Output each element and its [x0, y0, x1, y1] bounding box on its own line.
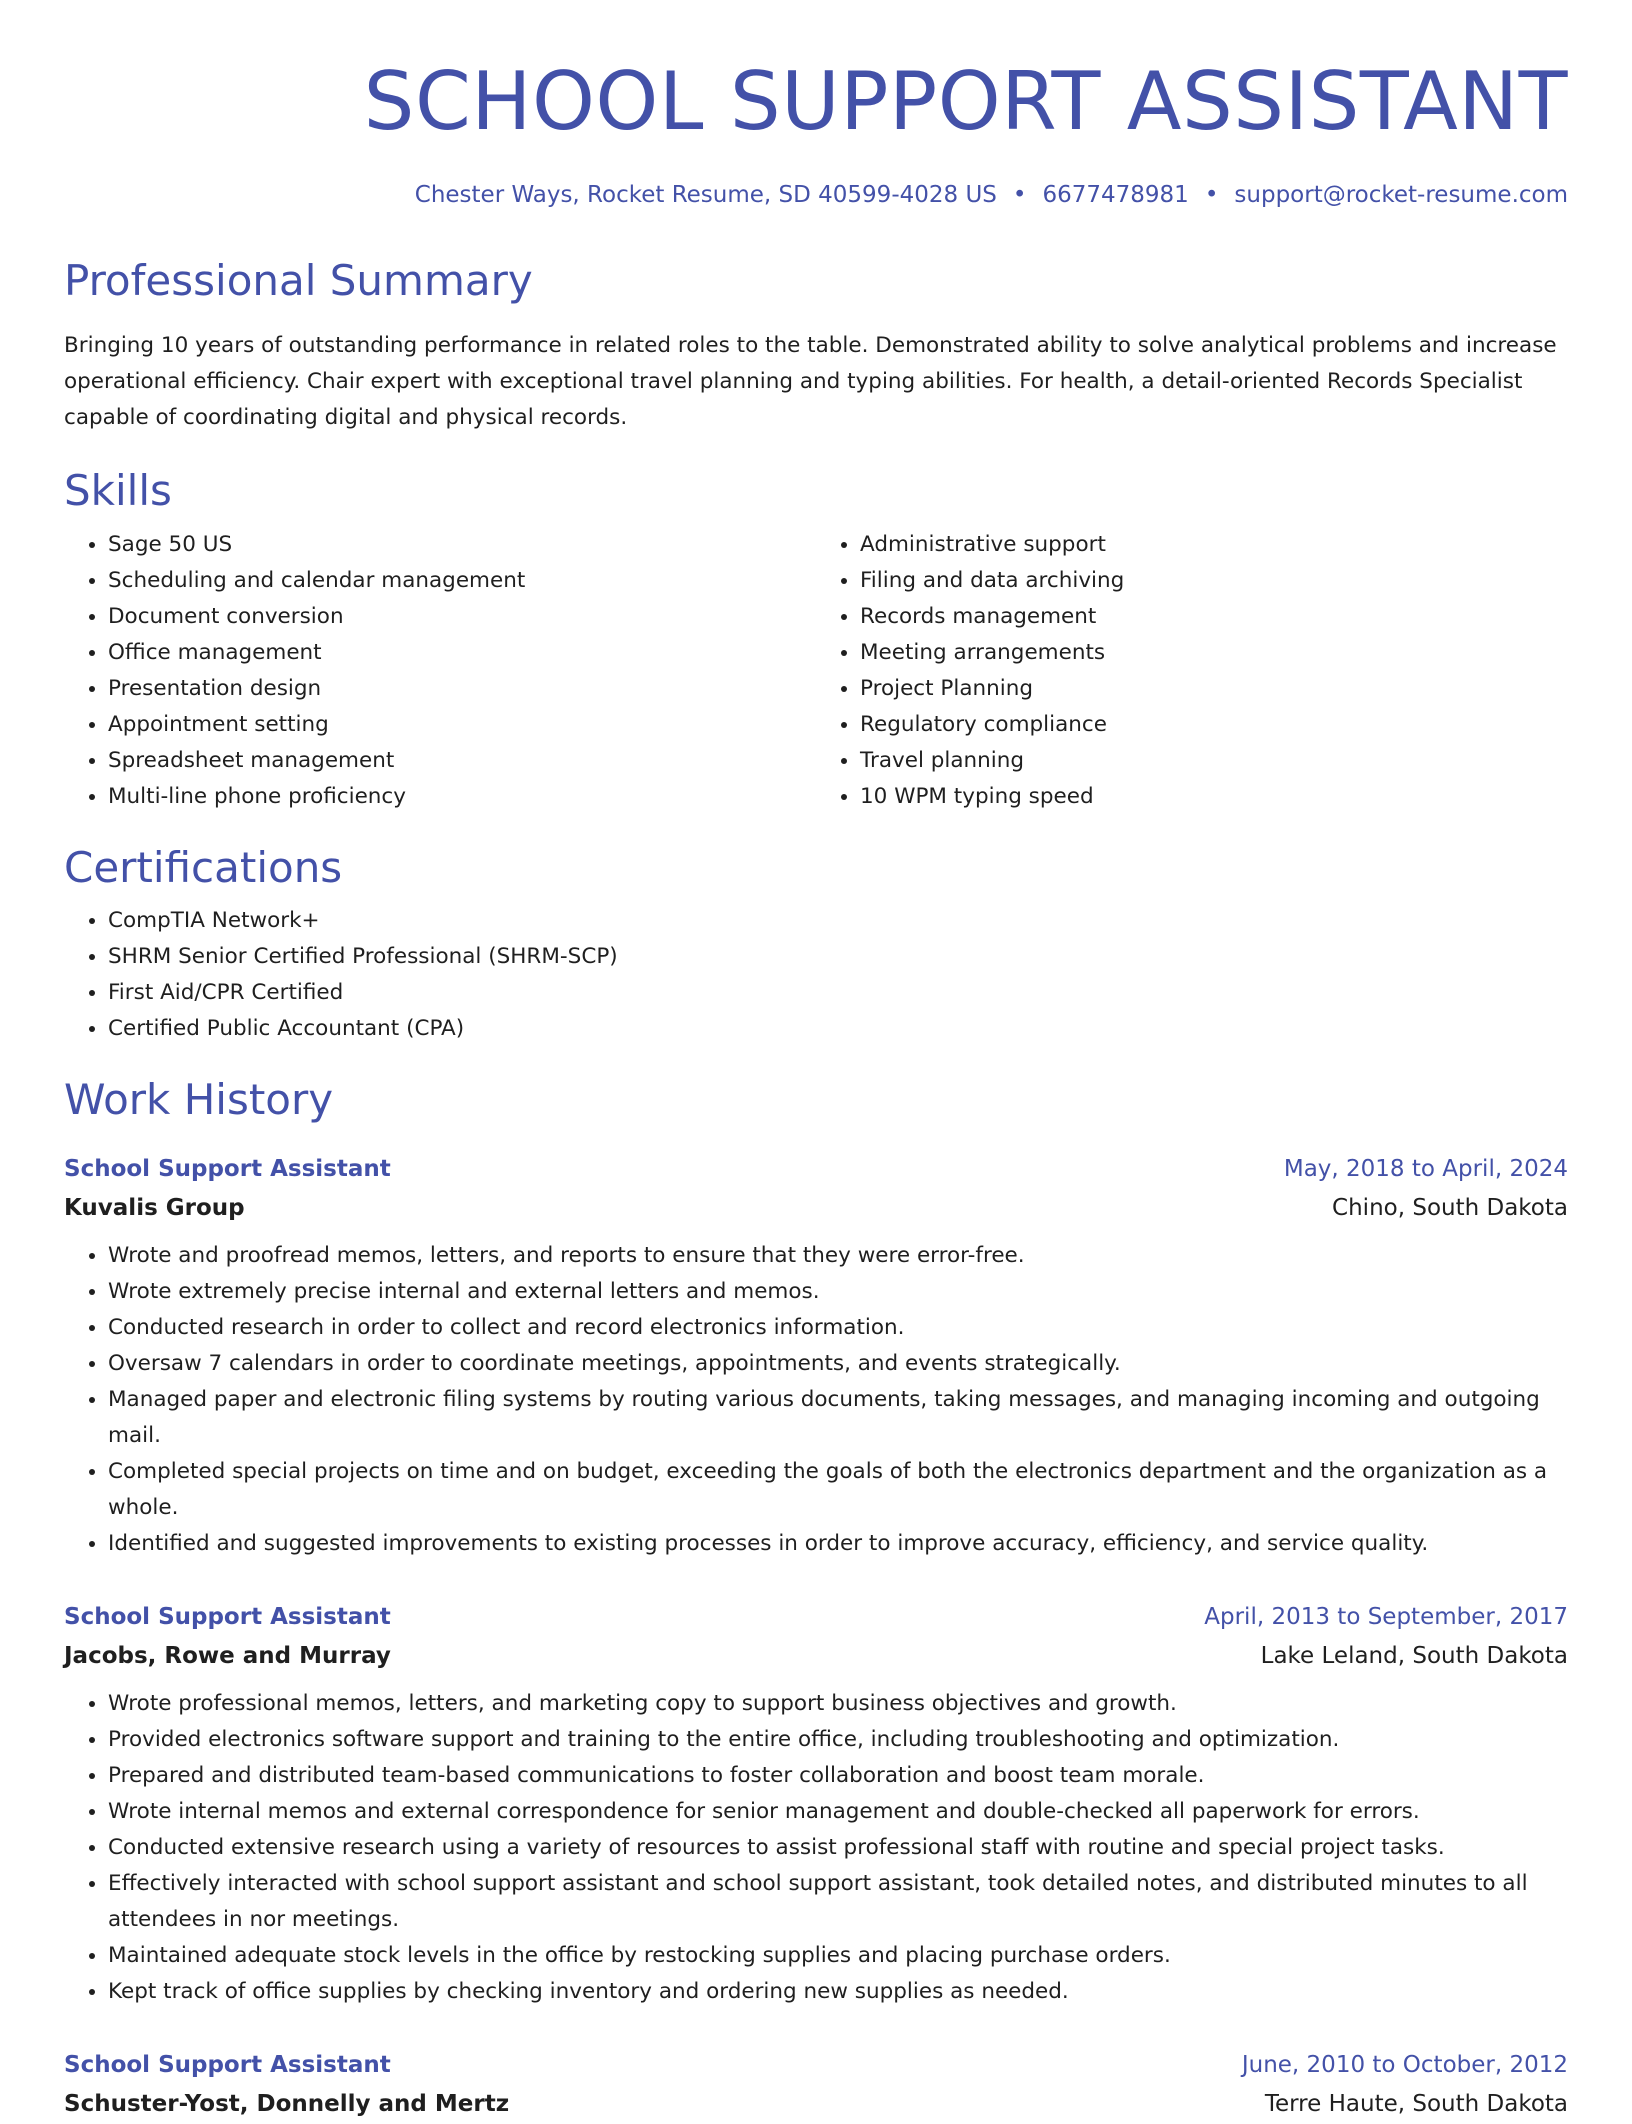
skills-right-list	[816, 527, 1568, 815]
skill-item: • Administrative support	[860, 527, 1568, 563]
certification-item: • First Aid/CPR Certified	[108, 975, 1568, 1011]
certification-item: • Certified Public Accountant (CPA)	[108, 1011, 1568, 1047]
job-dates: April, 2013 to September, 2017	[1204, 1603, 1568, 1630]
skill-item: • Presentation design	[108, 671, 816, 707]
job-bullet: • Completed special projects on time and on budget, exceeding the goals of both the electronics department and the organization as a whole.	[108, 1454, 1568, 1526]
job-company: Kuvalis Group	[64, 1194, 245, 1221]
skills-columns	[64, 527, 1568, 815]
skill-item: • Multi-line phone proficiency	[108, 779, 816, 815]
contact-separator: •	[1012, 182, 1027, 208]
skill-item: • Appointment setting	[108, 707, 816, 743]
skill-item: • Document conversion	[108, 599, 816, 635]
job-title: School Support Assistant	[64, 1155, 391, 1182]
job-bullet: • Maintained adequate stock levels in the office by restocking supplies and placing purchase orders.	[108, 1938, 1568, 1974]
job-bullets	[64, 1238, 1568, 1562]
job-bullet: • Effectively interacted with school support assistant and school support assistant, took detailed notes, and distributed minutes to all attendees in nor meetings.	[108, 1866, 1568, 1938]
job-bullet: • Identified and suggested improvements to existing processes in order to improve accuracy, efficiency, and service quality.	[108, 1526, 1568, 1562]
resume-name: SCHOOL SUPPORT ASSISTANT	[363, 55, 1568, 148]
certifications-list	[64, 903, 1568, 1047]
skill-item: • 10 WPM typing speed	[860, 779, 1568, 815]
skill-item: • Spreadsheet management	[108, 743, 816, 779]
work-history-heading: Work History	[64, 1075, 334, 1125]
job-location: Chino, South Dakota	[1332, 1194, 1568, 1221]
job-location: Terre Haute, South Dakota	[1264, 2090, 1568, 2117]
skill-item: • Sage 50 US	[108, 527, 816, 563]
job-bullets	[64, 1686, 1568, 2010]
job-title: School Support Assistant	[64, 1603, 391, 1630]
contact-separator: •	[1204, 182, 1219, 208]
job-company: Schuster-Yost, Donnelly and Mertz	[64, 2090, 510, 2117]
job-title: School Support Assistant	[64, 2051, 391, 2078]
contact-line	[64, 182, 1568, 208]
summary-text: Bringing 10 years of outstanding performance in related roles to the table. Demonstrated ability to solve analytical problems and increase operational efficiency. Chair expert with exceptional travel planning and typing abilities. For health, a detail-oriented Records Specialist capable of coordinating digital and physical records.	[64, 333, 1557, 431]
skill-item: • Office management	[108, 635, 816, 671]
skills-left-list	[64, 527, 816, 815]
job-bullet: • Wrote and proofread memos, letters, and reports to ensure that they were error-free.	[108, 1238, 1568, 1274]
skill-item: • Regulatory compliance	[860, 707, 1568, 743]
skill-item: • Meeting arrangements	[860, 635, 1568, 671]
skill-item: • Project Planning	[860, 671, 1568, 707]
contact-email[interactable]: support@rocket-resume.com	[1234, 182, 1568, 208]
job-bullet: • Oversaw 7 calendars in order to coordinate meetings, appointments, and events strategically.	[108, 1346, 1568, 1382]
skill-item: • Records management	[860, 599, 1568, 635]
job-dates: May, 2018 to April, 2024	[1283, 1155, 1568, 1182]
skill-item: • Travel planning	[860, 743, 1568, 779]
skill-item: • Scheduling and calendar management	[108, 563, 816, 599]
job-bullet: • Conducted extensive research using a variety of resources to assist professional staff with routine and special project tasks.	[108, 1830, 1568, 1866]
job-bullet: • Prepared and distributed team-based communications to foster collaboration and boost team morale.	[108, 1758, 1568, 1794]
contact-address: Chester Ways, Rocket Resume, SD 40599-4028 US	[414, 182, 997, 208]
job-location: Lake Leland, South Dakota	[1260, 1642, 1568, 1669]
job-entry	[64, 1598, 1568, 2010]
job-bullet: • Wrote professional memos, letters, and marketing copy to support business objectives and growth.	[108, 1686, 1568, 1722]
job-dates: June, 2010 to October, 2012	[1241, 2051, 1568, 2078]
job-bullet: • Wrote extremely precise internal and external letters and memos.	[108, 1274, 1568, 1310]
job-bullet: • Conducted research in order to collect and record electronics information.	[108, 1310, 1568, 1346]
job-bullet: • Kept track of office supplies by checking inventory and ordering new supplies as needed.	[108, 1974, 1568, 2010]
certification-item: • SHRM Senior Certified Professional (SHRM-SCP)	[108, 939, 1568, 975]
certification-item: • CompTIA Network+	[108, 903, 1568, 939]
job-bullet: • Managed paper and electronic filing systems by routing various documents, taking messages, and managing incoming and outgoing mail.	[108, 1382, 1568, 1454]
job-bullet: • Wrote internal memos and external correspondence for senior management and double-checked all paperwork for errors.	[108, 1794, 1568, 1830]
skill-item: • Filing and data archiving	[860, 563, 1568, 599]
job-bullet: • Provided electronics software support and training to the entire office, including troubleshooting and optimization.	[108, 1722, 1568, 1758]
certifications-heading: Certifications	[64, 842, 343, 892]
job-company: Jacobs, Rowe and Murray	[64, 1642, 391, 1669]
job-entry	[64, 1150, 1568, 1562]
contact-phone: 6677478981	[1042, 182, 1189, 208]
summary-heading: Professional Summary	[64, 256, 533, 305]
skills-heading: Skills	[64, 466, 172, 516]
